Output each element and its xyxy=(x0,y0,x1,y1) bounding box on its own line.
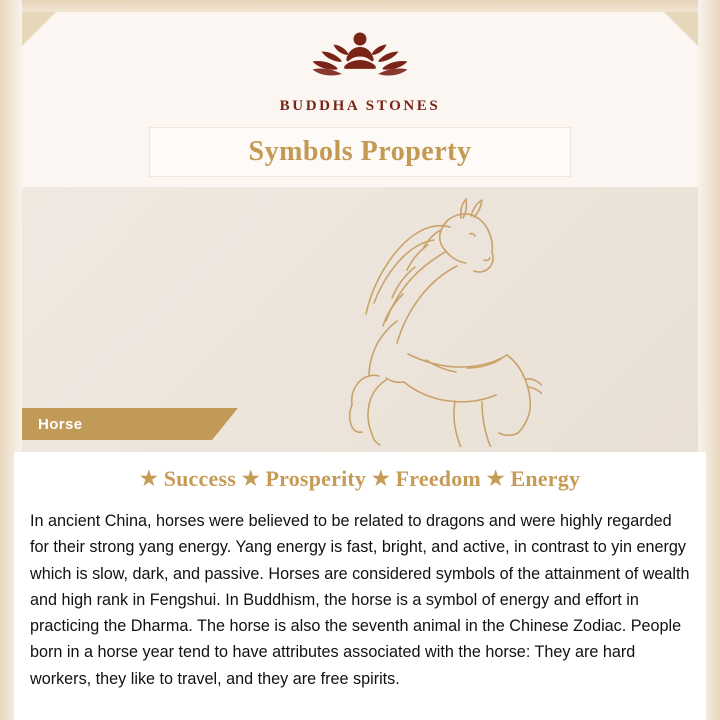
page-title: Symbols Property xyxy=(248,136,472,167)
lotus-meditation-icon xyxy=(0,22,720,94)
brand-logo-block xyxy=(0,22,720,115)
star-icon: ★ xyxy=(241,468,260,490)
description-paragraph: In ancient China, horses were believed to be related to dragons and were highly regarded for their strong yang energy. Yang energy is fast, bright, and active, in contrast to yin energy which is slow, dark, and passive. Horses are considered symbols of the attainment of wealth and high rank in Fengshui. In Buddhism, the horse is a symbol of energy and effort in practicing the Dharma. The horse is also the seventh animal in the Chinese Zodiac. People born in a horse year tend to have attributes associated with the horse: They are hard workers, they like to travel, and they are free spirits. xyxy=(30,512,690,688)
category-label-text: Horse xyxy=(38,415,83,433)
keyword-freedom: Freedom xyxy=(395,466,481,491)
brand-name: BUDDHA STONES xyxy=(279,98,441,114)
rearing-horse-line-art xyxy=(212,187,542,447)
keyword-prosperity: Prosperity xyxy=(265,466,367,491)
title-ribbon xyxy=(150,128,570,176)
keyword-list xyxy=(30,466,690,492)
keyword-energy: Energy xyxy=(510,466,581,491)
keyword-success: Success xyxy=(163,466,236,491)
content-panel xyxy=(14,452,706,720)
category-label-tag xyxy=(22,408,212,440)
star-icon: ★ xyxy=(371,468,390,490)
star-icon: ★ xyxy=(486,468,505,490)
star-icon: ★ xyxy=(139,468,158,490)
